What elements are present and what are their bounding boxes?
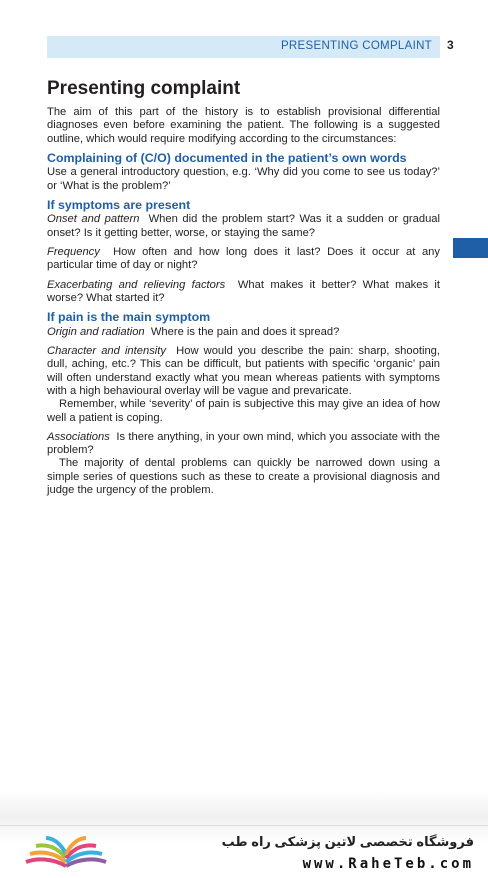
associations-term: Associations xyxy=(47,430,110,443)
pain-heading: If pain is the main symptom xyxy=(47,310,211,325)
complaint-paragraph: Use a general introductory question, e.g. ‘Why did you come to see us today?’ or ‘What is the problem?’ xyxy=(47,166,440,192)
page-body xyxy=(47,78,440,503)
onset-text: When did the problem start? Was it a sudden or gradual onset? Is it getting better, worse, or staying the same? xyxy=(47,213,441,239)
section-title: Presenting complaint xyxy=(47,78,241,99)
frequency-paragraph xyxy=(47,246,440,273)
origin-paragraph xyxy=(47,326,440,339)
onset-term: Onset and pattern xyxy=(47,213,140,226)
closing-paragraph: The majority of dental problems can quickly be narrowed down using a simple series of questions such as these to create a provisional diagnosis and judge the urgency of the problem. xyxy=(47,457,440,497)
chapter-thumb-tab xyxy=(453,238,488,258)
severity-paragraph: Remember, while ‘severity’ of pain is subjective this may give an idea of how well a patient is coping. xyxy=(47,398,440,424)
running-title: PRESENTING COMPLAINT xyxy=(280,40,432,52)
factors-text: What makes it better? What makes it worse? What started it? xyxy=(47,278,441,304)
origin-text: Where is the pain and does it spread? xyxy=(150,325,340,338)
intro-paragraph: The aim of this part of the history is to establish provisional differential diagnoses even before examining the patient. The following is a suggested outline, which would require modifying according to the circumstances: xyxy=(47,106,440,145)
onset-paragraph xyxy=(47,213,440,240)
character-paragraph xyxy=(47,345,440,398)
open-book-logo-icon xyxy=(22,832,110,870)
complaint-heading: Complaining of (C/O) documented in the patient’s own words xyxy=(47,150,407,165)
running-header xyxy=(47,36,440,58)
factors-paragraph xyxy=(47,279,440,306)
store-name: فروشگاه تخصصی لاتین پزشکی راه طب xyxy=(221,834,474,849)
page-number: 3 xyxy=(447,38,454,52)
character-term: Character and intensity xyxy=(47,345,166,358)
associations-paragraph xyxy=(47,431,440,458)
factors-term: Exacerbating and relieving factors xyxy=(47,278,226,291)
frequency-term: Frequency xyxy=(47,246,100,259)
character-text: How would you describe the pain: sharp, shooting, dull, aching, etc.? This can be difficult, but patients with specific ‘organic’ pain will often understand exactly what you mean whereas patients with symptoms with a high behavioural overlay will be vague and prevaricate. xyxy=(47,345,440,397)
associations-text: Is there anything, in your own mind, which you associate with the problem? xyxy=(47,430,441,457)
frequency-text: How often and how long does it last? Does it occur at any particular time of day or night? xyxy=(47,246,440,272)
footer-divider xyxy=(0,825,488,826)
symptoms-heading: If symptoms are present xyxy=(47,197,191,212)
store-url: www.RaheTeb.com xyxy=(302,856,474,872)
origin-term: Origin and radiation xyxy=(47,325,145,338)
